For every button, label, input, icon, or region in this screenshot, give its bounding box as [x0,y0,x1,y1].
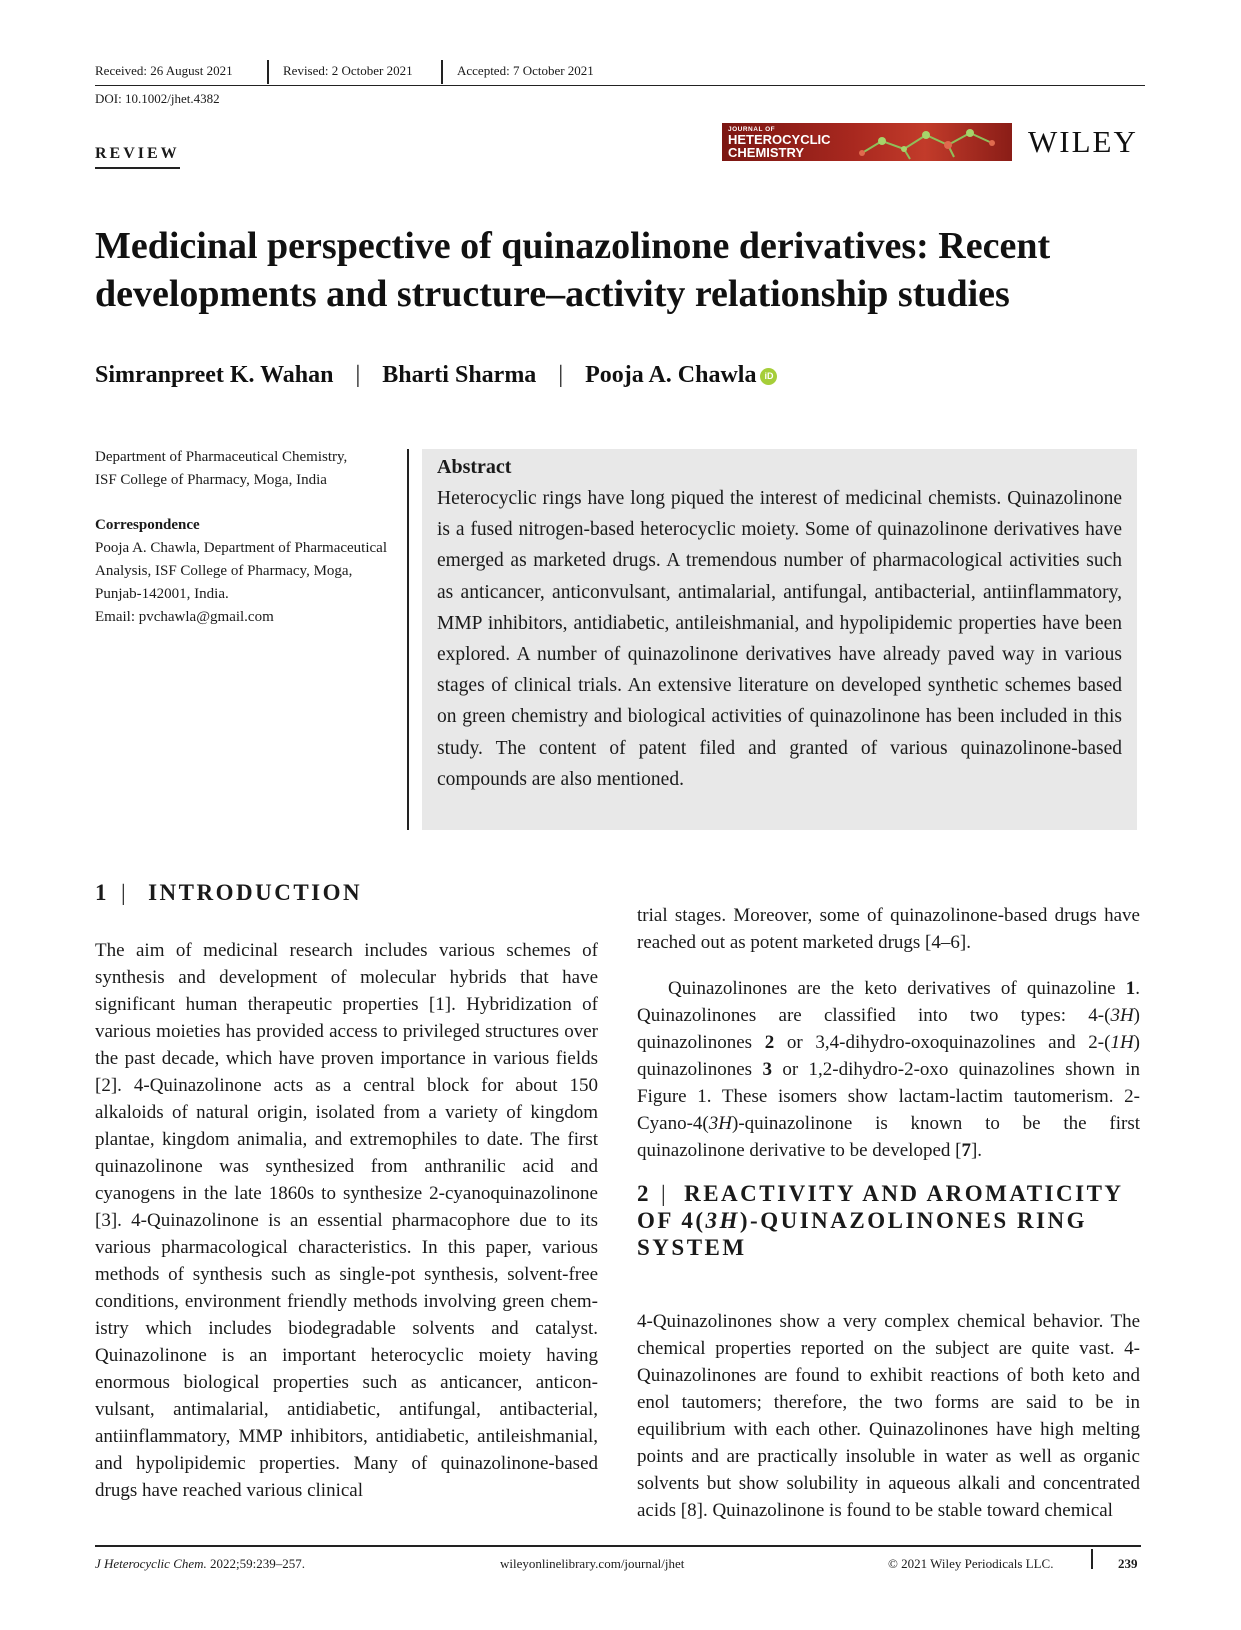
page-number: 239 [1118,1556,1138,1571]
abstract-divider [407,449,409,830]
author-list [95,362,777,389]
article-type: REVIEW [95,145,180,169]
paragraph: Quinazolinones are the keto derivatives of quinazoline 1. Quinazolinones are classified into two types: 4-(3H) quinazolinones 2 or 3,4-dihydro-oxoquinazolines and 2-(1H) quinazolinones 3 or 1,2-dihydro-2-oxo quinazolines shown in Figure 1. These isomers show lactam-lactim tautomerism. 2-Cyano-4(3H)-quinazolinone is known to be the first quinazolinone derivative to be developed [7]. [637,978,1141,1161]
date-divider [267,60,269,84]
body-column-right-bottom [637,1289,1140,1543]
section-title: REACTIVITY AND AROMATICITY OF 4(3H)-QUINAZOLINONES RING SYSTEM [637,1181,1123,1260]
journal-logo-text [728,133,831,159]
paragraph: 4-Quinazolinones show a very complex chemical behavior. The chemical properties reported on the subject are quite vast. 4-Quinazolinones are found to exhibit reactions of both keto and enol tautomers; therefore, the two forms are said to be in equilibrium with each other. Quinazolinones have high melting points and are practically insoluble in water as well as organic solvents but show solubility in aqueous alkali and concentrated acids [8]. Quinazolinone is found to be stable toward chemical [637,1311,1140,1521]
section-number: 2 [637,1181,651,1206]
correspondence-email[interactable]: Email: pvchawla@gmail.com [95,609,274,625]
footer-citation [95,1556,305,1572]
article-title: Medicinal perspective of quinazolinone derivatives: Recent developments and structure–activity relationship studies [95,225,1051,315]
abstract-heading: Abstract [437,456,512,478]
journal-logo[interactable] [722,123,1012,161]
accepted-date: Accepted: 7 October 2021 [457,63,594,78]
abstract-box [422,449,1137,830]
doi[interactable]: DOI: 10.1002/jhet.4382 [95,91,220,106]
footer-divider [1091,1549,1093,1569]
date-divider [441,60,443,84]
section-title: INTRODUCTION [148,880,363,905]
paragraph: The aim of medicinal research includes various schemes of synthesis and development of molecular hybrids that have significant human therapeutic properties [1]. Hybridization of various moieties has provided access to privileged structures over the past decade, which have proven importance in various fields [2]. 4-Quinazolinone acts as a central block for about 150 alkaloids of natural origin, isolated from a variety of kingdom plantae, kingdom animalia, and extremophiles to date. The first quinazolinone was synthesized from anthranilic acid and cyanogens in the late 1860s to synthesize 2-cyanoquinazolinone [3]. 4-Quinazolinone is an essential pharmacophore due to its various pharmacological characteristics. In this paper, various methods of synthesis such as single-pot synthesis, solvent-free conditions, environment friendly methods involving green chemistry which includes biodegradable solvents and catalyst. Quinazolinone is an important heterocyclic moiety having enormous biological properties such as anticancer, anticonvulsant, antimalarial, antidiabetic, antifungal, antibacterial, antiinflammatory, MMP inhibitors, antidiabetic, antileishmanial, and hypolipidemic properties. Many of quinazolinone-based drugs have reached various clinical [95,940,598,1501]
body-column-right-top [637,883,1140,1183]
footer-volume: 2022;59:239–257. [210,1556,306,1571]
abstract-text: Heterocyclic rings have long piqued the interest of medicinal chemists. Quinazolinone is a fused nitrogen-based heterocyclic moiety. Some of quinazolinone derivatives have emerged as marketed drugs. A tremendous number of pharmacological activities such as anticancer, anticonvulsant, antimalarial, antifungal, antibacterial, antiinflammatory, MMP inhibitors, antidiabetic, antileishmanial, and hypolipidemic properties have been explored. A number of quinazolinone derivatives have already paved way in various stages of clinical trials. An extensive literature on developed synthetic schemes based on green chemistry and biological activities of quinazolinone has been included in this study. The content of patent filed and granted of various quinazolinone-based compounds are also mentioned. [437,488,1122,790]
section-heading [95,880,362,906]
journal-logo-line1: JOURNAL OF [728,126,776,133]
author-name[interactable]: Simranpreet K. Wahan [95,362,334,388]
footer-rule [95,1545,1141,1547]
orcid-icon[interactable]: iD [760,368,777,385]
received-date: Received: 26 August 2021 [95,63,233,78]
author-name[interactable]: Bharti Sharma [382,362,537,388]
body-column-left [95,937,598,1504]
footer-copyright: © 2021 Wiley Periodicals LLC. [888,1556,1054,1571]
revised-date: Revised: 2 October 2021 [283,63,413,78]
author-name[interactable]: Pooja A. Chawla [585,362,757,388]
correspondence-heading: Correspondence [95,517,200,533]
author-divider: | [558,362,564,388]
heading-divider: | [121,880,129,905]
affiliation-institution: ISF College of Pharmacy, Moga, India [95,472,327,488]
author-divider: | [355,362,361,388]
molecule-decoration-icon [852,123,1012,161]
correspondence-text: Pooja A. Chawla, Department of Pharmaceutical Analysis, ISF College of Pharmacy, Moga, Punjab-142001, India. [95,540,387,602]
affiliation-dept: Department of Pharmaceutical Chemistry, [95,449,348,465]
journal-logo-line3: CHEMISTRY [728,145,805,160]
section-heading [637,1180,1157,1261]
section-number: 1 [95,880,109,905]
footer-url[interactable]: wileyonlinelibrary.com/journal/jhet [500,1556,685,1571]
heading-divider: | [661,1181,669,1206]
footer-journal: J Heterocyclic Chem. [95,1556,207,1571]
journal-logo-line2: HETEROCYCLIC [728,132,831,147]
publication-dates [95,60,1145,86]
affiliation-block [95,446,395,629]
publisher-logo[interactable]: WILEY [1028,124,1138,159]
paragraph: trial stages. Moreover, some of quinazolinone-based drugs have reached out as potent marketed drugs [4–6]. [637,905,1140,953]
